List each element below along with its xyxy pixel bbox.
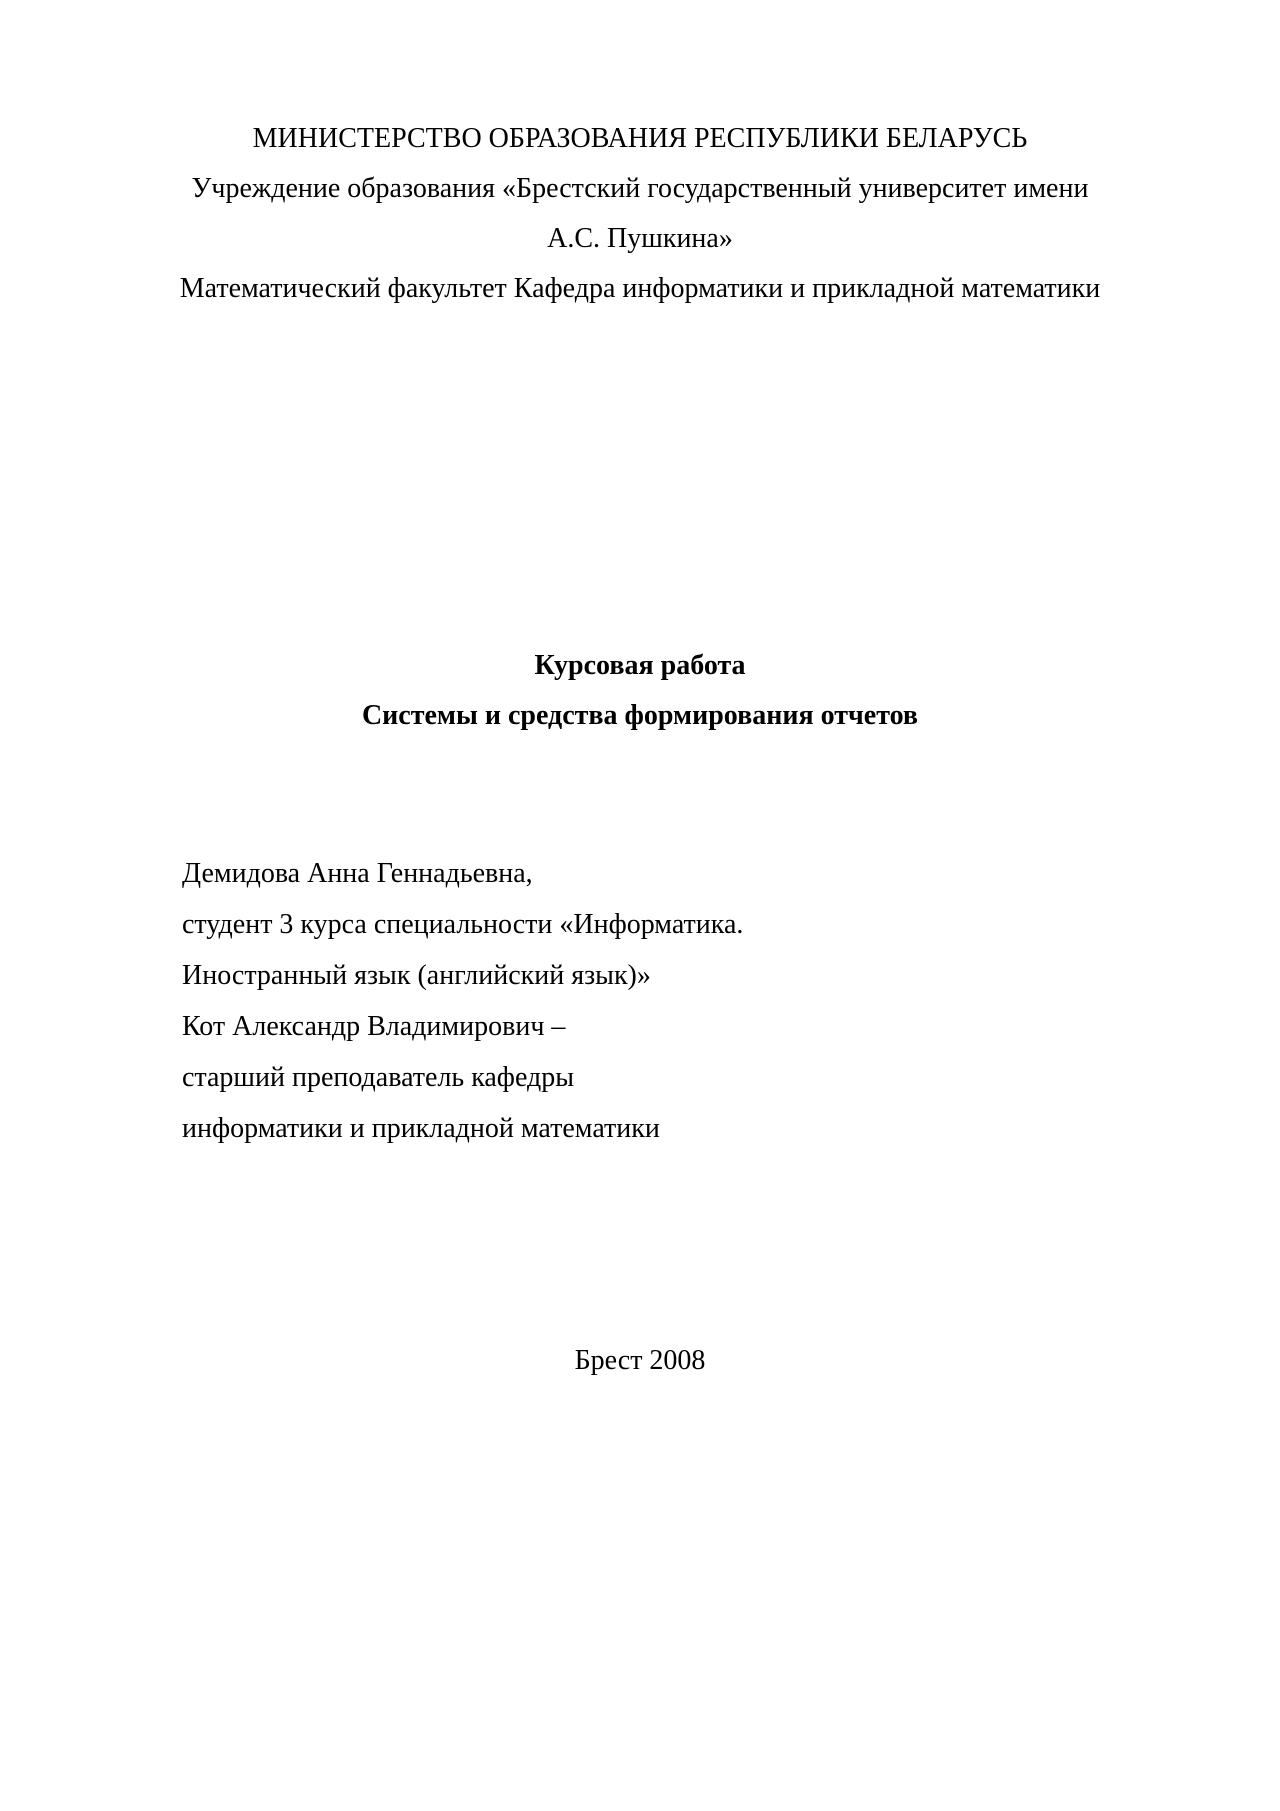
supervisor-description-line-2: информатики и прикладной математики [182,1113,660,1144]
topic-title: Системы и средства формирования отчетов [361,700,919,731]
ministry-heading: МИНИСТЕРСТВО ОБРАЗОВАНИЯ РЕСПУБЛИКИ БЕЛАРУСЬ [252,123,1028,154]
supervisor-name: Кот Александр Владимирович – [182,1011,566,1042]
supervisor-description-line-1: старший преподаватель кафедры [182,1062,575,1093]
institution-line-2: А.С. Пушкина» [547,223,733,254]
institution-line-1: Учреждение образования «Брестский государственный университет имени [191,173,1089,204]
student-description-line-1: студент 3 курса специальности «Информатика. [182,909,744,940]
student-description-line-2: Иностранный язык (английский язык)» [182,960,651,991]
faculty-line: Математический факультет Кафедра информатики и прикладной математики [179,273,1101,304]
student-name: Демидова Анна Геннадьевна, [182,858,533,889]
city-year: Брест 2008 [574,1345,706,1376]
work-type-title: Курсовая работа [534,650,746,681]
